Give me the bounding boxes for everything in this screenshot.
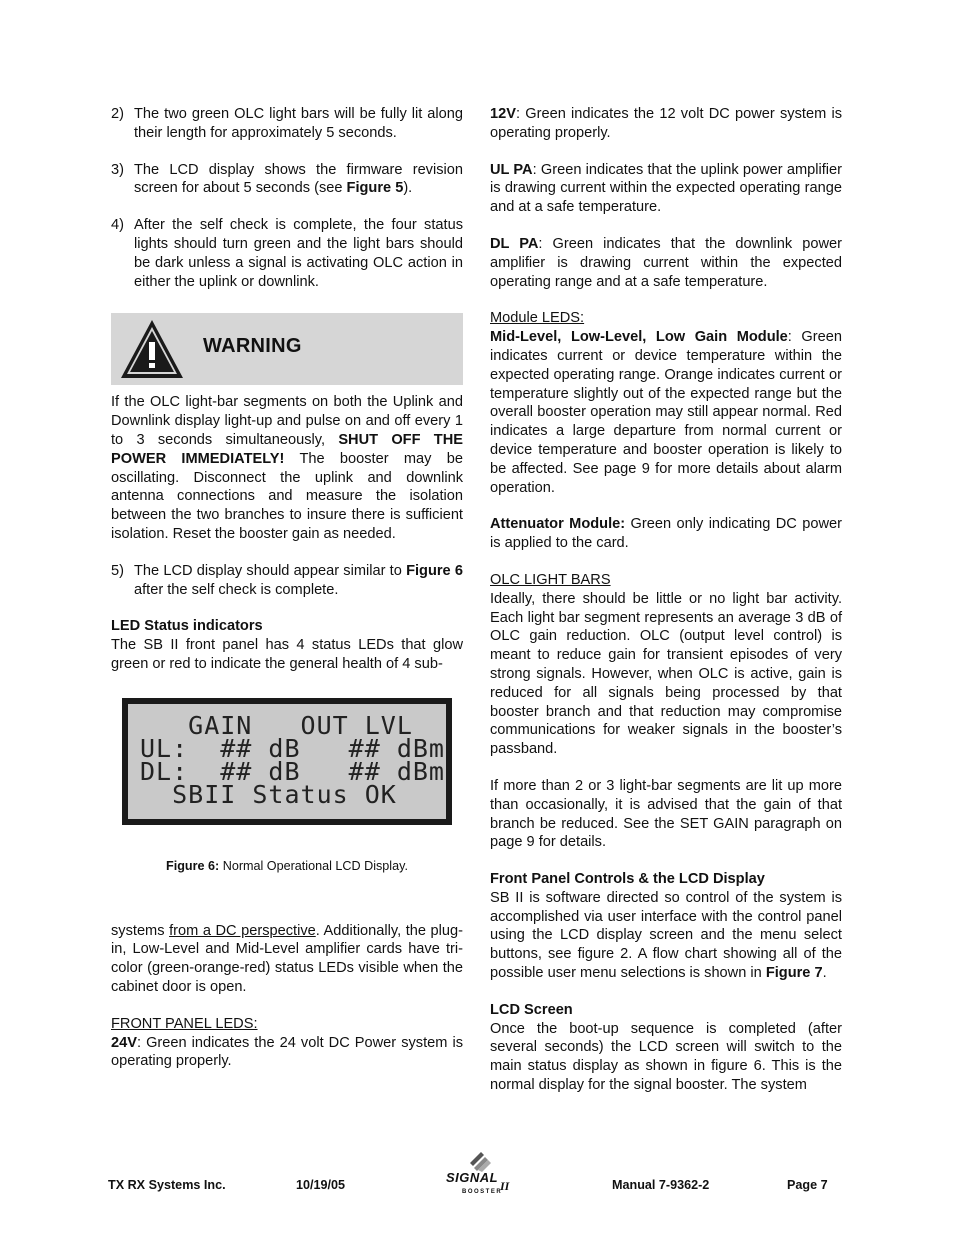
signal-booster-logo [446,1149,516,1199]
warning-text [111,393,463,543]
text-run: after the self check is complete. [134,581,339,598]
list-number: 5) [111,562,124,579]
lcd-line-2: UL: ## dB ## dBm [140,733,445,763]
figure-6 [122,698,463,825]
attenuator-paragraph [490,515,842,553]
led-12v-text: : Green indicates the 12 volt DC power system is operating properly. [490,106,842,141]
warning-emphasis: SHUT OFF THE POWER IMMEDIATELY! [111,431,463,467]
text-run: The LCD display shows the firmware revision screen for about 5 seconds (see [134,161,463,197]
front-panel-controls-paragraph [490,889,842,983]
systems-paragraph [111,922,463,997]
olc-paragraph: Ideally, there should be little or no light bar activity. Each light bar segment represents an average 3 dB of OLC gain reduction. OLC (output level control) is meant to reduce gain for transient episodes of very strong signals. However, when OLC is active, gain is reduced for all signals being processed by that booster branch and that reduction may compromise communications for weaker signals in the booster’s passband. [490,590,842,758]
logo-subtext: BOOSTER [462,1189,503,1195]
ul-pa-label: UL PA [490,161,533,178]
list-text: The two green OLC light bars will be fully lit along their length for approximately 5 seconds. [134,106,463,141]
list-number: 4) [111,217,124,234]
module-paragraph [490,328,842,497]
led-status-text: The SB II front panel has 4 status LEDs that glow green or red to indicate the general health of 4 sub- [111,637,463,672]
list-item-3 [111,161,463,199]
ul-pa-paragraph [490,161,842,217]
lcd-screen-heading: LCD Screen [490,1001,573,1018]
module-text: : Green indicates current or device temperature within the expected operating range. Orange indicates current or temperature slightly out of the expected range but the overall booster operation may still appear normal. Red indicates a large departure from normal current or device temperature and booster operation is likely to be affected. See page 9 for more details about alarm operation. [490,329,842,496]
list-item-2 [111,105,463,143]
footer-page-number: Page 7 [787,1178,828,1192]
ul-pa-text: : Green indicates that the uplink power amplifier is drawing current within the expected operating range and at a safe temperature. [490,161,842,216]
text-run: The booster may be oscillating. Disconnect the uplink and downlink antenna connections and measure the isolation between the two branches to insure there is sufficient isolation. Reset the booster gain as needed. [111,450,463,542]
list-text: After the self check is complete, the four status lights should turn green and the light bars should be dark unless a signal is activating OLC action in either the uplink or downlink. [134,217,463,290]
dl-pa-text: : Green indicates that the downlink power amplifier is drawing current within the expected operating range and at a safe temperature. [490,235,842,290]
figure-reference: Figure 5 [346,180,404,197]
front-panel-controls-heading: Front Panel Controls & the LCD Display [490,871,765,888]
olc-light-bars-heading: OLC LIGHT BARS [490,571,611,588]
figure-reference: Figure 7 [765,965,823,982]
section-heading [111,617,463,636]
warning-box [111,313,463,385]
footer-manual: Manual 7-9362-2 [612,1178,710,1192]
olc-paragraph-2: If more than 2 or 3 light-bar segments are lit up more than occasionally, it is advised that the gain of that branch be reduced. See the SET GAIN paragraph on page 9 for details. [490,777,842,851]
lcd-line-1: GAIN OUT LVL [140,710,413,740]
text-run: ). [403,180,413,197]
text-run: . Additionally, the plug-in, Low-Level and Mid-Level amplifier cards have tri-color (green-orange-red) status LEDs visible when the cabinet door is open. [111,922,463,995]
attenuator-label: Attenuator Module: [490,516,626,533]
front-panel-leds-heading: FRONT PANEL LEDS: [111,1015,258,1032]
right-column [490,105,842,1095]
led-24v-text: : Green indicates the 24 volt DC Power system is operating properly. [111,1034,463,1070]
led-12v-label: 12V [490,106,516,122]
section-heading [490,1001,842,1020]
text-run: If the OLC light-bar segments on both the Uplink and Downlink display light-up and pulse on and off every 1 to 3 seconds simultaneously, [111,394,463,448]
lcd-display-image [122,698,452,825]
lcd-line-3: DL: ## dB ## dBm [140,756,445,786]
list-number: 3) [111,161,124,178]
warning-title: WARNING [203,335,302,358]
led-status-heading: LED Status indicators [111,618,263,635]
lcd-screen-paragraph: Once the boot-up sequence is completed (after several seconds) the LCD screen will switch to the main status display as shown in figure 6. This is the normal display for the signal booster. The system [490,1020,842,1094]
text-run: SB II is software directed so control of the system is accomplished via user interface with the control panel using the LCD display screen and the menu select buttons, see figure 2. A flow chart showing all of the possible user menu selections is shown in [490,889,842,982]
list-number: 2) [111,106,124,122]
text-run: . [822,965,827,982]
list-text [134,562,463,600]
dl-pa-paragraph [490,235,842,291]
warning-triangle-icon [119,318,185,380]
section-heading [490,870,842,889]
module-label: Mid-Level, Low-Level, Low Gain Module [490,329,788,346]
underlined-text: from a DC perspective [169,922,316,939]
caption-text: Normal Operational LCD Display. [219,858,408,873]
led-24v-paragraph [111,1034,463,1072]
logo-numeral: II [500,1179,510,1193]
figure-caption [111,857,463,876]
lcd-screen [128,704,446,819]
text-run: The LCD display should appear similar to [134,562,407,579]
left-column [111,105,463,1071]
module-leds-heading: Module LEDS: [490,310,585,327]
list-item-4 [111,216,463,291]
footer-company: TX RX Systems Inc. [108,1178,226,1192]
text-run: systems [111,922,170,939]
caption-label: Figure 6: [166,858,220,873]
footer-date: 10/19/05 [296,1178,346,1192]
dl-pa-label: DL PA [490,235,539,252]
led-12v-paragraph [490,105,842,143]
list-text [134,161,463,199]
logo-word: SIGNAL [446,1170,499,1185]
list-item-5 [111,562,463,600]
figure-reference: Figure 6 [406,562,463,579]
led-24v-label: 24V [111,1034,137,1051]
attenuator-text: Green only indicating DC power is applied to the card. [490,516,843,552]
lcd-line-4: SBII Status OK [140,779,397,809]
